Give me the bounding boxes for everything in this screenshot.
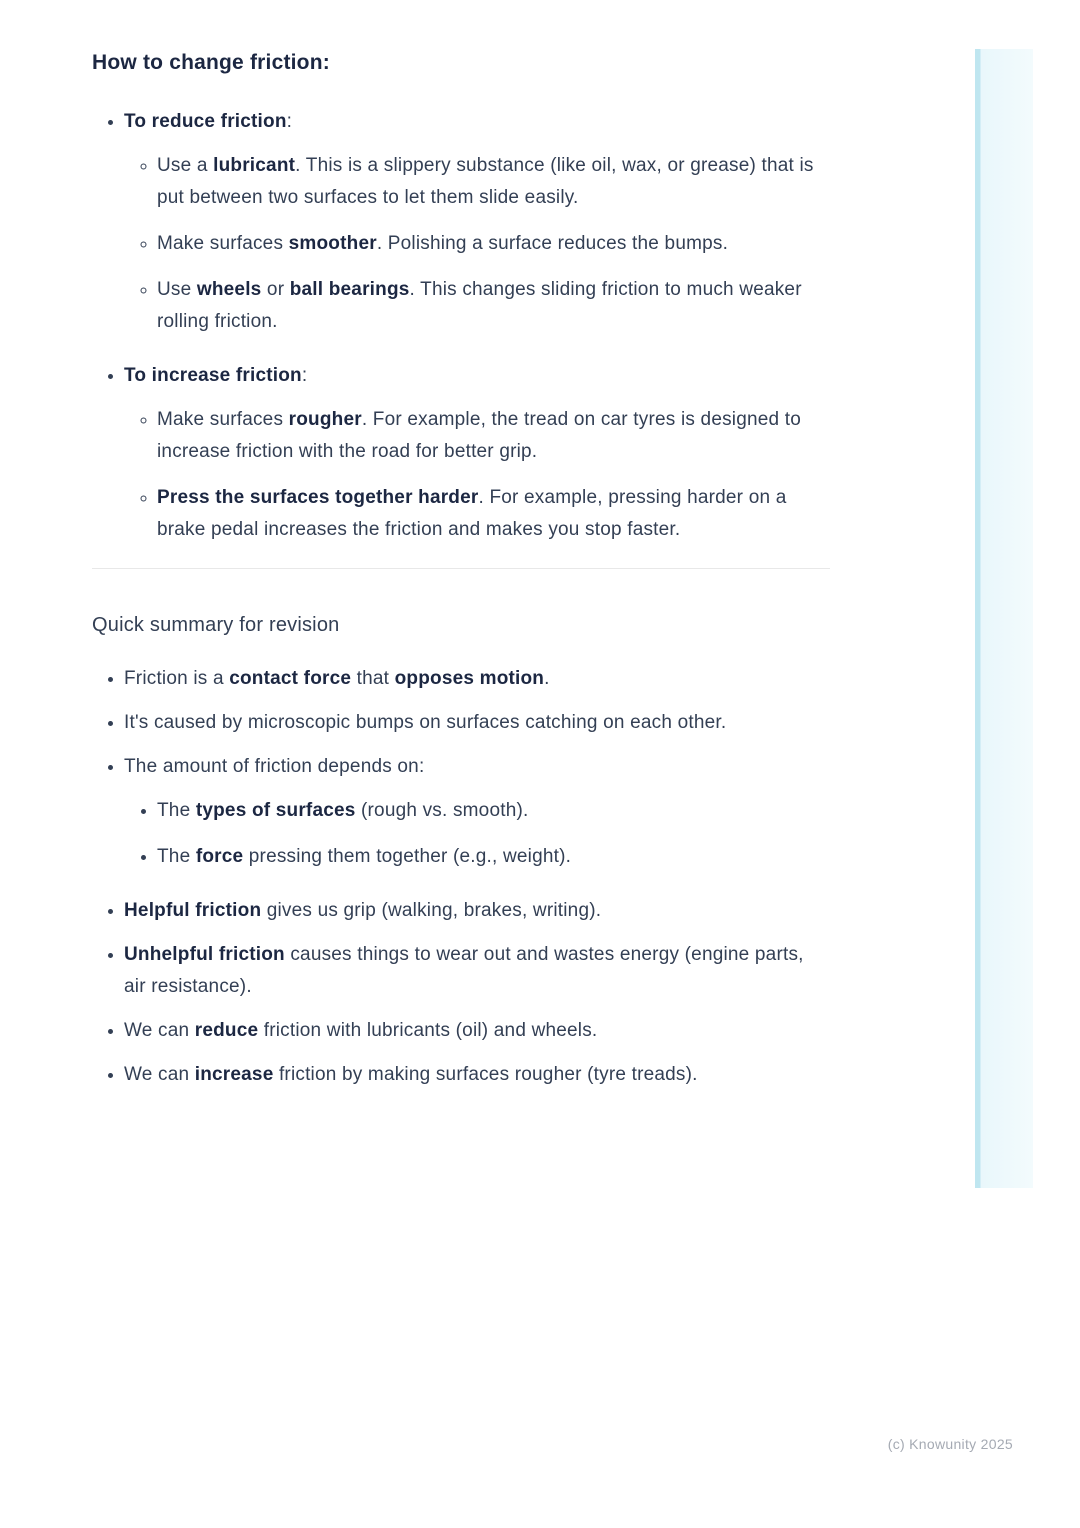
bold-text-run: opposes motion — [394, 668, 545, 689]
copyright-footer: (c) Knowunity 2025 — [887, 1436, 1013, 1452]
text-run: The — [157, 800, 196, 821]
text-run: or — [261, 279, 290, 300]
text-run: : — [301, 365, 308, 386]
list-item — [124, 707, 830, 739]
sub-list — [124, 795, 830, 873]
text-run: . This is a slippery substance (like oil, wax, or grease) that is put between two surfaces to let them slide easily. — [157, 155, 814, 208]
bold-text-run: reduce — [194, 1020, 259, 1041]
bold-text-run: To increase friction — [124, 365, 302, 386]
sub-list-item — [157, 795, 830, 827]
bold-text-run: How to change friction: — [92, 51, 330, 74]
bold-text-run: increase — [194, 1064, 274, 1085]
bold-text-run: lubricant — [213, 155, 296, 176]
text-run: The — [157, 846, 196, 867]
text-run: friction with lubricants (oil) and wheels. — [258, 1020, 598, 1041]
bold-text-run: contact force — [229, 668, 352, 689]
text-run: The amount of friction depends on: — [124, 756, 425, 777]
text-run: It's caused by microscopic bumps on surfaces catching on each other. — [124, 712, 727, 733]
text-run: Make surfaces — [157, 233, 289, 254]
summary-title — [92, 609, 830, 641]
text-run: . For example, the tread on car tyres is designed to increase friction with the road for better grip. — [157, 409, 801, 462]
document-content — [92, 50, 830, 1103]
bold-text-run: rougher — [288, 409, 362, 430]
bold-text-run: wheels — [196, 279, 262, 300]
list-item — [124, 939, 830, 1003]
text-run: Quick summary for revision — [92, 614, 340, 636]
text-run: pressing them together (e.g., weight). — [243, 846, 572, 867]
text-run: . Polishing a surface reduces the bumps. — [376, 233, 729, 254]
text-run: . — [544, 668, 550, 689]
bold-text-run: To reduce friction — [124, 111, 287, 132]
bold-text-run: smoother — [288, 233, 377, 254]
bold-text-run: ball bearings — [289, 279, 410, 300]
text-run: that — [351, 668, 395, 689]
text-run: Make surfaces — [157, 409, 289, 430]
text-run: : — [286, 111, 293, 132]
bold-text-run: types of surfaces — [195, 800, 356, 821]
list-item — [124, 895, 830, 927]
bold-text-run: Unhelpful friction — [124, 944, 285, 965]
list-item — [124, 360, 830, 546]
sub-list-item — [157, 404, 830, 468]
page-edge-accent-bar — [975, 49, 1033, 1188]
sub-list-item — [157, 274, 830, 338]
sub-list — [124, 404, 830, 546]
text-run: We can — [124, 1020, 195, 1041]
sub-list-item — [157, 841, 830, 873]
text-run: gives us grip (walking, brakes, writing). — [261, 900, 602, 921]
list-item — [124, 751, 830, 873]
bold-text-run: Helpful friction — [124, 900, 262, 921]
text-run: . This changes sliding friction to much weaker rolling friction. — [157, 279, 802, 332]
bullet-list — [92, 106, 830, 546]
text-run: causes things to wear out and wastes energy (engine parts, air resistance). — [124, 944, 804, 997]
text-run: Use a — [157, 155, 214, 176]
sub-list-item — [157, 482, 830, 546]
bold-text-run: Press the surfaces together harder — [157, 487, 479, 508]
sub-list-item — [157, 228, 830, 260]
text-run: We can — [124, 1064, 195, 1085]
bullet-list — [92, 663, 830, 1091]
text-run: (rough vs. smooth). — [355, 800, 529, 821]
text-run: Friction is a — [124, 668, 230, 689]
text-run: friction by making surfaces rougher (tyre treads). — [273, 1064, 698, 1085]
text-run: . For example, pressing harder on a brake pedal increases the friction and makes you stop faster. — [157, 487, 787, 540]
text-run: Use — [157, 279, 197, 300]
section-divider — [92, 568, 830, 569]
list-item — [124, 663, 830, 695]
list-item — [124, 1059, 830, 1091]
list-item — [124, 106, 830, 338]
section-heading — [92, 50, 830, 76]
sub-list-item — [157, 150, 830, 214]
list-item — [124, 1015, 830, 1047]
sub-list — [124, 150, 830, 338]
bold-text-run: force — [195, 846, 244, 867]
